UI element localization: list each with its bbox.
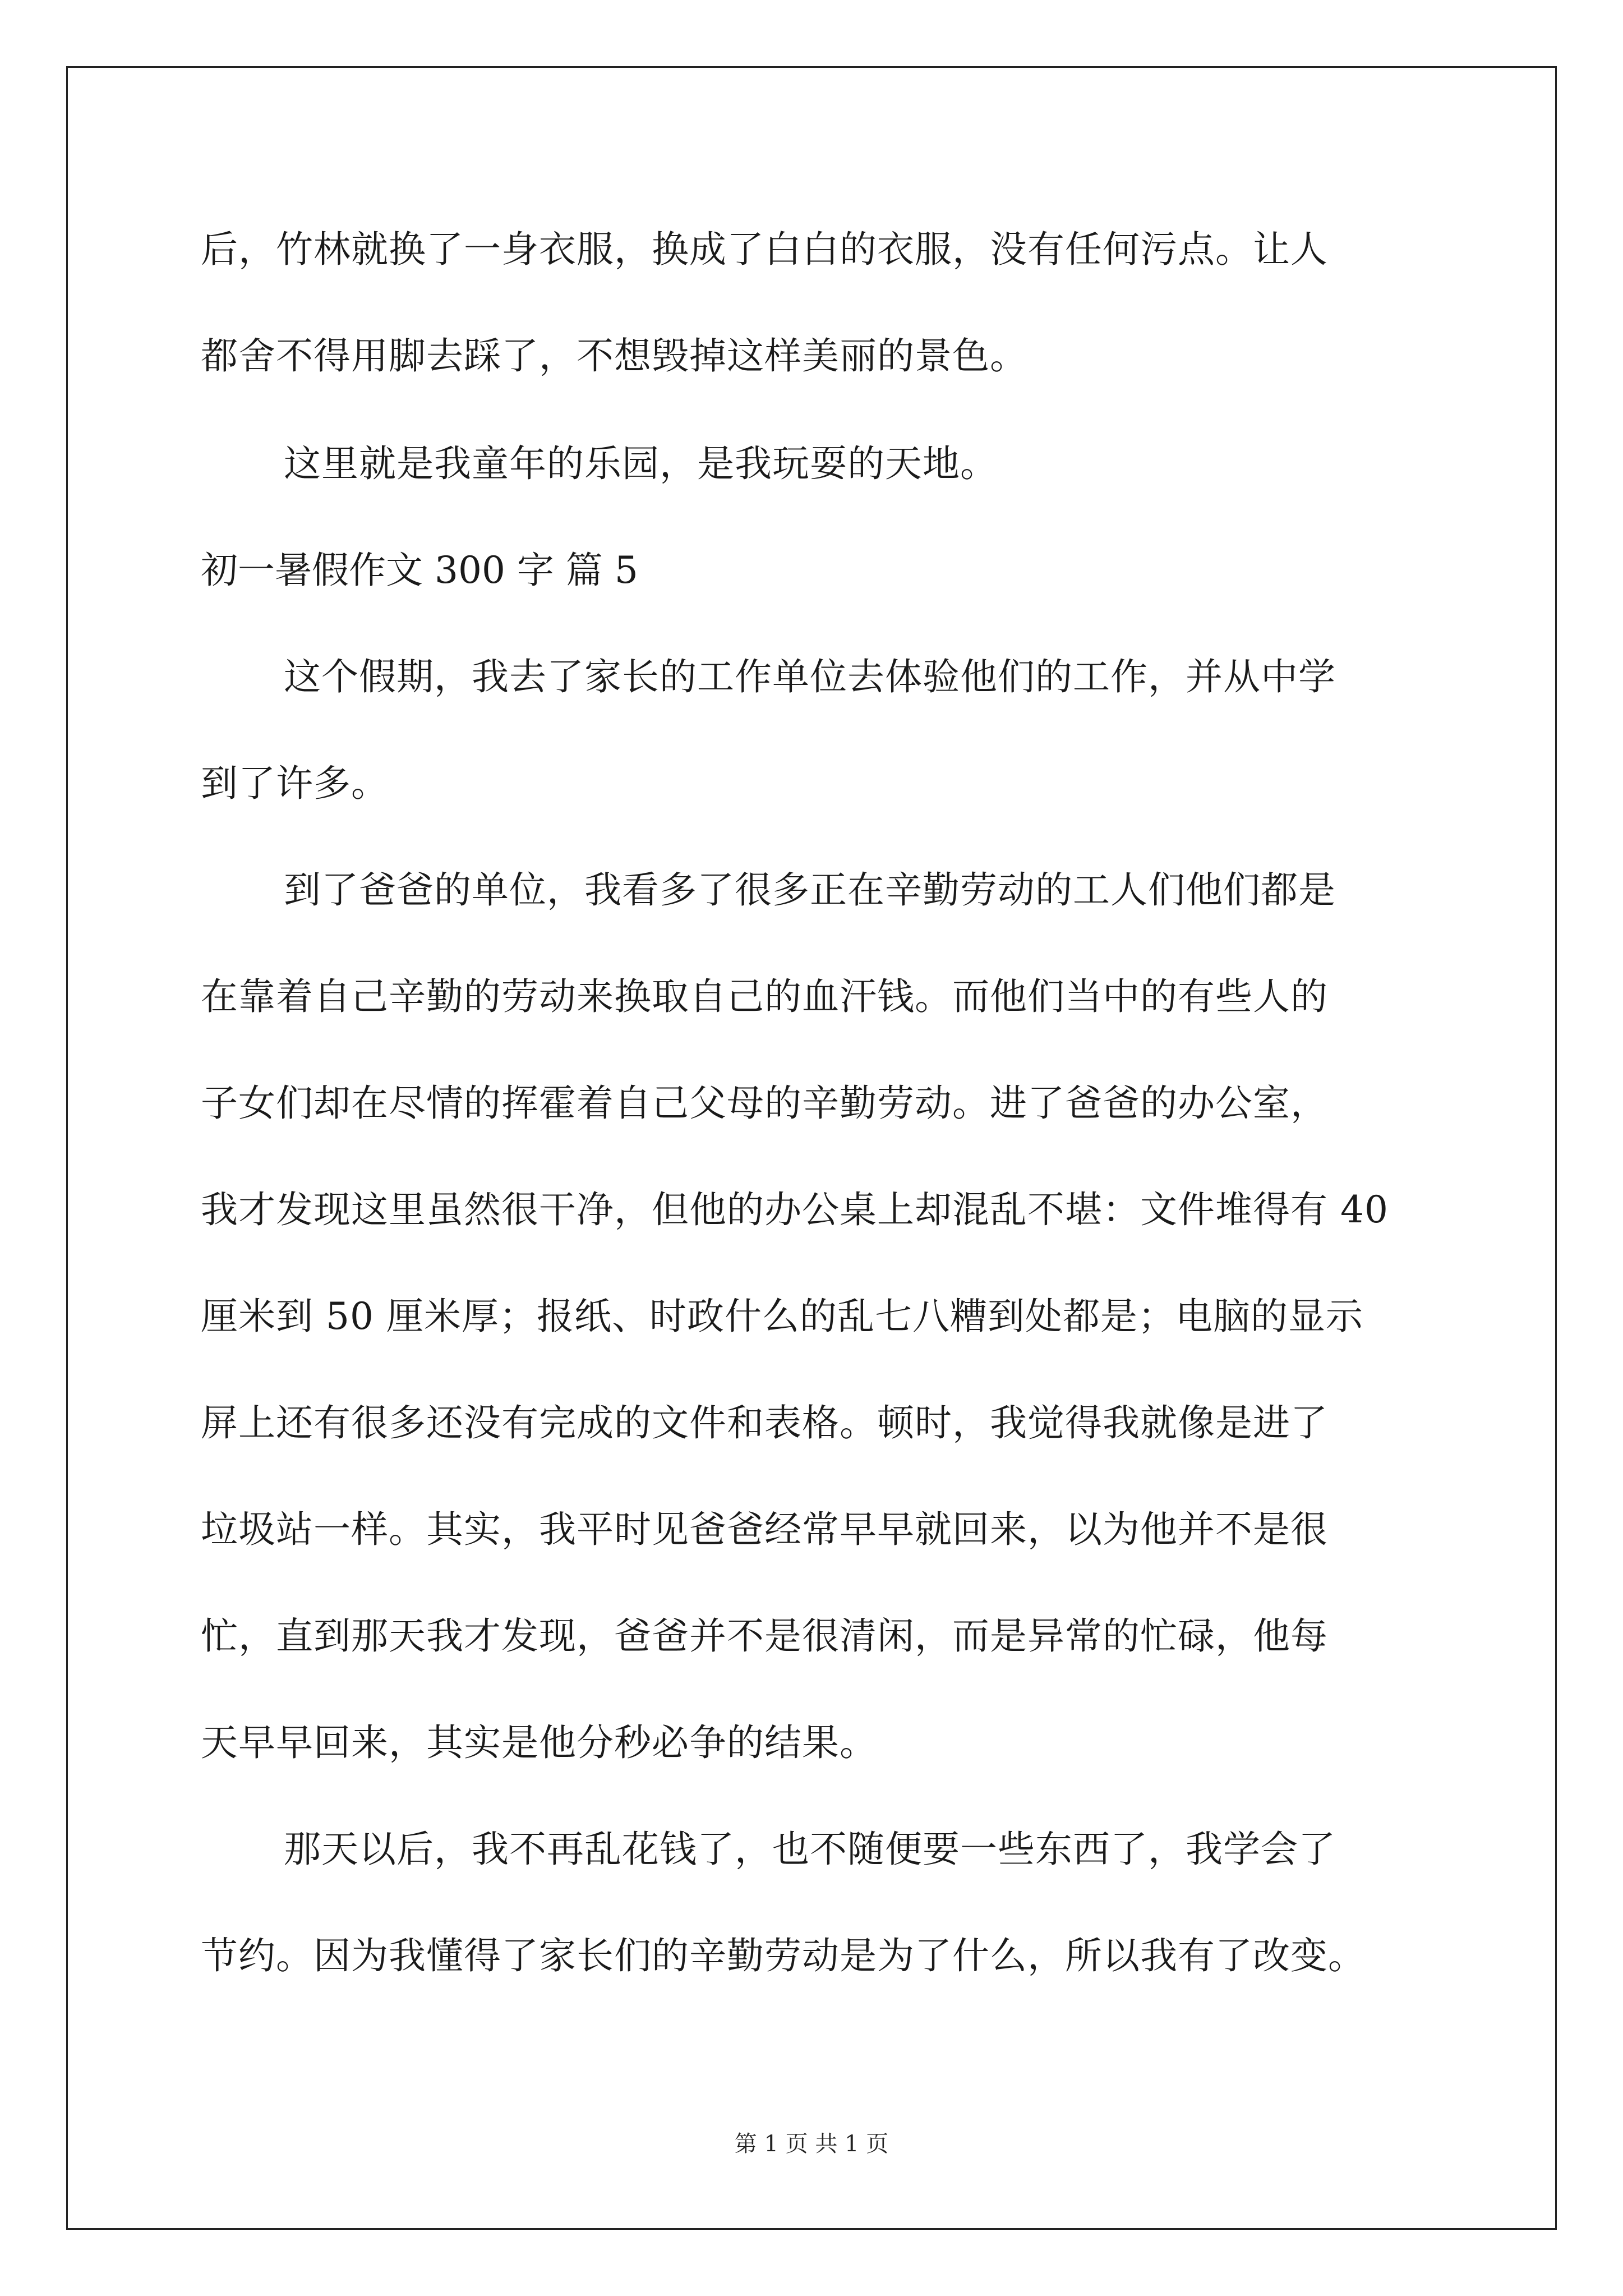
paragraph-line: 后，竹林就换了一身衣服，换成了白白的衣服，没有任何污点。让人 (201, 228, 1328, 271)
section-heading: 初一暑假作文 300 字 篇 5 (201, 549, 638, 592)
paragraph-line: 在靠着自己辛勤的劳动来换取自己的血汗钱。而他们当中的有些人的 (201, 975, 1328, 1018)
paragraph-line: 屏上还有很多还没有完成的文件和表格。顿时，我觉得我就像是进了 (201, 1401, 1328, 1444)
page-border (66, 66, 1557, 2230)
paragraph-line: 到了许多。 (201, 762, 389, 805)
paragraph-line: 都舍不得用脚去踩了，不想毁掉这样美丽的景色。 (201, 334, 1027, 378)
paragraph-line: 我才发现这里虽然很干净，但他的办公桌上却混乱不堪：文件堆得有 40 (201, 1188, 1389, 1231)
page-number: 第 1 页 共 1 页 (734, 2131, 889, 2157)
paragraph-line: 这里就是我童年的乐园，是我玩耍的天地。 (284, 442, 998, 485)
paragraph-line: 这个假期，我去了家长的工作单位去体验他们的工作，并从中学 (284, 655, 1336, 698)
paragraph-line: 子女们却在尽情的挥霍着自己父母的辛勤劳动。进了爸爸的办公室， (201, 1082, 1328, 1125)
paragraph-line: 忙，直到那天我才发现，爸爸并不是很清闲，而是异常的忙碌，他每 (201, 1614, 1328, 1658)
paragraph-line: 节约。因为我懂得了家长们的辛勤劳动是为了什么，所以我有了改变。 (201, 1934, 1366, 1977)
paragraph-line: 到了爸爸的单位，我看多了很多正在辛勤劳动的工人们他们都是 (284, 868, 1336, 912)
paragraph-line: 厘米到 50 厘米厚；报纸、时政什么的乱七八糟到处都是；电脑的显示 (201, 1295, 1363, 1338)
paragraph-line: 垃圾站一样。其实，我平时见爸爸经常早早就回来，以为他并不是很 (201, 1508, 1328, 1551)
paragraph-line: 天早早回来，其实是他分秒必争的结果。 (201, 1721, 877, 1764)
paragraph-line: 那天以后，我不再乱花钱了，也不随便要一些东西了，我学会了 (284, 1828, 1336, 1871)
